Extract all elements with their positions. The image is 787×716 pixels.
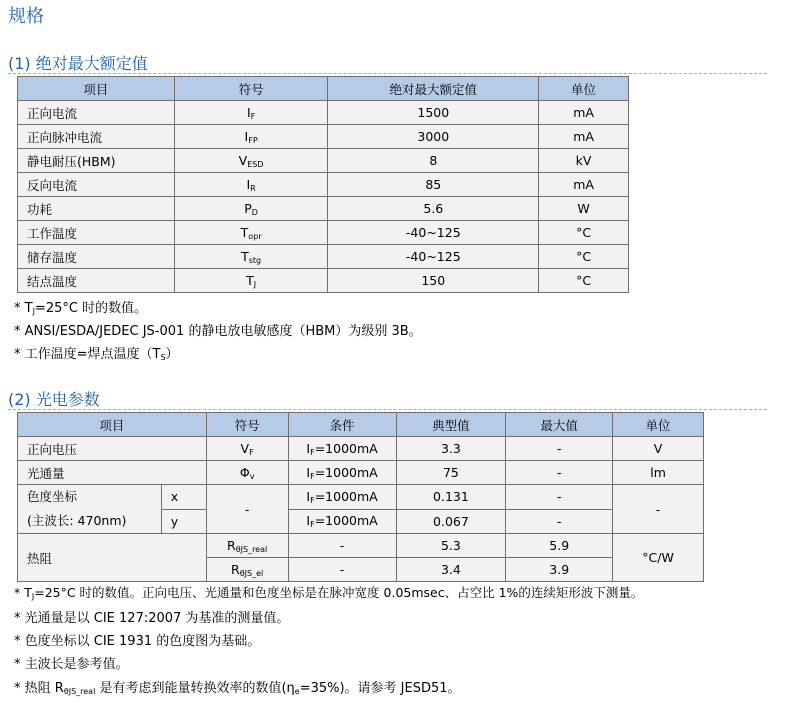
item-cell: 正向电流 xyxy=(18,101,175,125)
coordinate-x-label: x xyxy=(161,485,206,510)
max-cell: 3.9 xyxy=(506,558,613,582)
max-cell: 5.9 xyxy=(506,534,613,558)
item-cell: 静电耐压(HBM) xyxy=(18,149,175,173)
chromaticity-label: 色度坐标 xyxy=(27,489,78,504)
table-header-row xyxy=(18,413,704,437)
dominant-wavelength-label: (主波长: 470nm) xyxy=(27,513,127,528)
unit-cell: mA xyxy=(539,125,629,149)
table-row xyxy=(18,245,629,269)
header-symbol: 符号 xyxy=(174,77,328,101)
unit-cell: - xyxy=(613,485,704,534)
note-operating-temp: * 工作温度=焊点温度$(T_S)$ xyxy=(14,347,179,362)
section-divider xyxy=(8,73,767,75)
item-cell-chromaticity xyxy=(18,485,162,534)
table-row xyxy=(18,221,629,245)
header-typical: 典型值 xyxy=(396,413,506,437)
value-cell: 1500 xyxy=(328,101,539,125)
table-row-chromaticity-x xyxy=(18,485,704,510)
section-title-optical: (2) 光电参数 xyxy=(8,390,100,409)
note-chromaticity: * 色度坐标以 CIE 1931 的色度图为基础。 xyxy=(14,634,261,649)
condition-cell: $I_F=1000mA$ xyxy=(288,509,396,534)
note-thermal-resistance: * 热阻 $R_{\theta JS\_real}$ 是有考虑到能量转换效率的数值$(\eta_e=35\%)$。请参考 JESD51。 xyxy=(14,681,461,696)
header-max: 最大值 xyxy=(506,413,613,437)
table-row-thermal-real xyxy=(18,534,704,558)
table-row-luminous-flux xyxy=(18,461,704,485)
table-row xyxy=(18,269,629,293)
note-dominant-wavelength: * 主波长是参考值。 xyxy=(14,657,129,672)
typical-cell: 5.3 xyxy=(396,534,506,558)
unit-cell: mA xyxy=(539,101,629,125)
symbol-cell: $V_{ESD}$ xyxy=(174,149,328,173)
symbol-cell: $T_{opr}$ xyxy=(174,221,328,245)
note-tj: * $T_J=25^\circ C$ 时的数值。 xyxy=(14,301,148,316)
symbol-cell: $I_F$ xyxy=(174,101,328,125)
typical-cell: 3.3 xyxy=(396,437,506,461)
coordinate-y-label: y xyxy=(161,509,206,534)
condition-cell: $I_F=1000mA$ xyxy=(288,461,396,485)
condition-cell: - xyxy=(288,558,396,582)
header-item: 项目 xyxy=(18,77,175,101)
item-cell-thermal: 热阻 xyxy=(18,534,207,582)
value-cell: 3000 xyxy=(328,125,539,149)
symbol-cell: $T_J$ xyxy=(174,269,328,293)
table-row xyxy=(18,149,629,173)
item-cell: 结点温度 xyxy=(18,269,175,293)
unit-cell: lm xyxy=(613,461,704,485)
item-cell: 光通量 xyxy=(18,461,207,485)
header-symbol: 符号 xyxy=(206,413,288,437)
note-measurement: * $T_J=25^\circ C$ 时的数值。正向电压、光通量和色度坐标是在脉冲宽度 0.05msec、占空比 1%的连续矩形波下测量。 xyxy=(14,585,644,601)
item-cell: 正向脉冲电流 xyxy=(18,125,175,149)
symbol-cell: $T_{stg}$ xyxy=(174,245,328,269)
symbol-cell: $R_{\theta JS\_real}$ xyxy=(206,534,288,558)
unit-cell: °C xyxy=(539,221,629,245)
optical-parameters-table xyxy=(17,412,704,582)
page-title: 规格 xyxy=(8,6,44,27)
symbol-cell: $P_D$ xyxy=(174,197,328,221)
symbol-cell: $R_{\theta JS\_el}$ xyxy=(206,558,288,582)
note-esd: * ANSI/ESDA/JEDEC JS-001 的静电放电敏感度（HBM）为级别 3B。 xyxy=(14,324,422,339)
unit-cell: V xyxy=(613,437,704,461)
header-rating: 绝对最大额定值 xyxy=(328,77,539,101)
table-row xyxy=(18,101,629,125)
table-row xyxy=(18,197,629,221)
header-unit: 单位 xyxy=(539,77,629,101)
item-cell: 功耗 xyxy=(18,197,175,221)
table-row xyxy=(18,173,629,197)
unit-cell: °C xyxy=(539,269,629,293)
item-cell: 储存温度 xyxy=(18,245,175,269)
typical-cell: 3.4 xyxy=(396,558,506,582)
section-title-absolute-max: (1) 绝对最大额定值 xyxy=(8,54,148,73)
unit-cell: °C/W xyxy=(613,534,704,582)
symbol-cell: $\Phi_v$ xyxy=(206,461,288,485)
typical-cell: 0.131 xyxy=(396,485,506,510)
symbol-cell: $I_R$ xyxy=(174,173,328,197)
typical-cell: 75 xyxy=(396,461,506,485)
header-condition: 条件 xyxy=(288,413,396,437)
max-cell: - xyxy=(506,509,613,534)
value-cell: -40~125 xyxy=(328,245,539,269)
condition-cell: $I_F=1000mA$ xyxy=(288,437,396,461)
condition-cell: $I_F=1000mA$ xyxy=(288,485,396,510)
absolute-max-ratings-table xyxy=(17,76,629,293)
unit-cell: °C xyxy=(539,245,629,269)
symbol-cell: $I_{FP}$ xyxy=(174,125,328,149)
item-cell: 反向电流 xyxy=(18,173,175,197)
value-cell: 150 xyxy=(328,269,539,293)
value-cell: 8 xyxy=(328,149,539,173)
max-cell: - xyxy=(506,437,613,461)
note-luminous-flux: * 光通量是以 CIE 127:2007 为基准的测量值。 xyxy=(14,611,290,626)
max-cell: - xyxy=(506,485,613,510)
value-cell: 85 xyxy=(328,173,539,197)
typical-cell: 0.067 xyxy=(396,509,506,534)
symbol-cell: - xyxy=(206,485,288,534)
condition-cell: - xyxy=(288,534,396,558)
symbol-cell: $V_F$ xyxy=(206,437,288,461)
item-cell: 工作温度 xyxy=(18,221,175,245)
table-row-forward-voltage xyxy=(18,437,704,461)
unit-cell: W xyxy=(539,197,629,221)
max-cell: - xyxy=(506,461,613,485)
unit-cell: mA xyxy=(539,173,629,197)
value-cell: -40~125 xyxy=(328,221,539,245)
unit-cell: kV xyxy=(539,149,629,173)
table-header-row xyxy=(18,77,629,101)
section-divider xyxy=(8,409,767,411)
table-row xyxy=(18,125,629,149)
header-unit: 单位 xyxy=(613,413,704,437)
item-cell: 正向电压 xyxy=(18,437,207,461)
value-cell: 5.6 xyxy=(328,197,539,221)
header-item: 项目 xyxy=(18,413,207,437)
